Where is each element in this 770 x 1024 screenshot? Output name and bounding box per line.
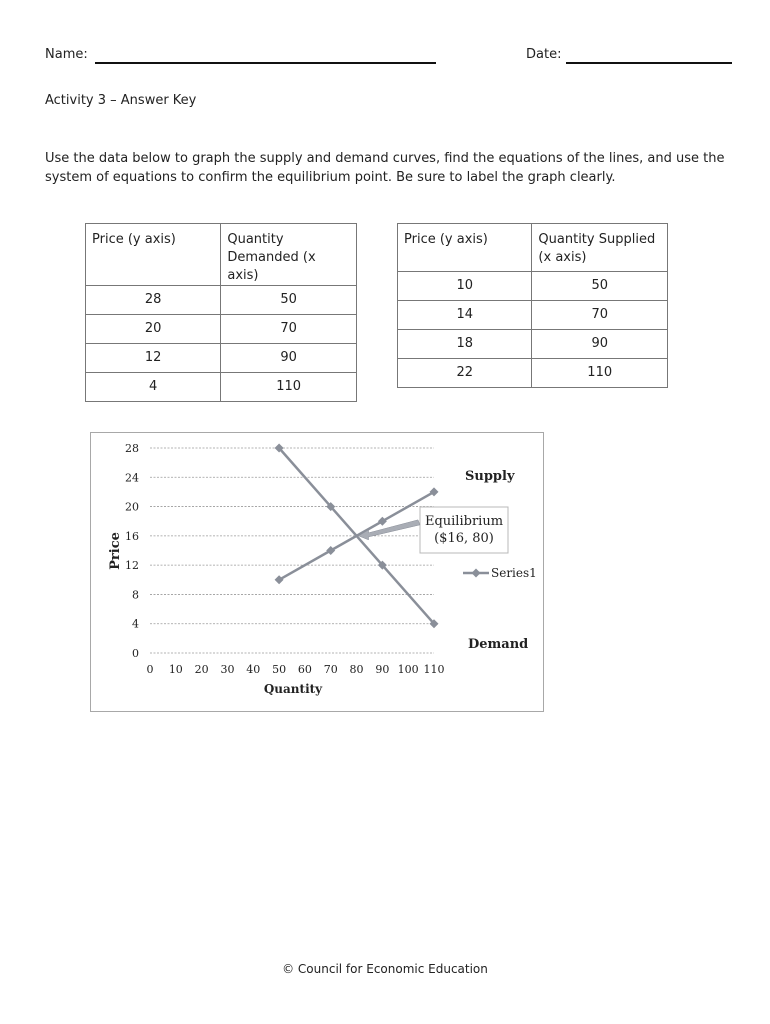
table-row: [398, 330, 668, 359]
header-cell: [532, 224, 668, 272]
header-line: Demanded (x axis): [227, 250, 316, 283]
header-line: (x axis): [538, 250, 587, 265]
table-header-row: [86, 224, 357, 286]
x-tick-label: 10: [168, 663, 183, 676]
table-row: [86, 286, 357, 315]
y-tick-label: 20: [125, 500, 139, 514]
table-cell: 12: [86, 344, 221, 373]
x-tick-label: 40: [246, 663, 261, 676]
supply-demand-chart: [90, 432, 544, 712]
x-tick-label: 30: [220, 663, 235, 676]
header-line: Quantity: [227, 232, 284, 247]
page-title: Activity 3 – Answer Key: [45, 93, 197, 108]
table-row: [86, 373, 357, 402]
x-tick-label: 110: [423, 663, 445, 676]
date-label: Date:: [526, 47, 562, 62]
table-cell: 90: [532, 330, 668, 359]
y-tick-label: 16: [125, 529, 139, 543]
y-tick-label: 24: [125, 471, 139, 485]
header-line: Quantity Supplied: [538, 232, 656, 247]
legend-entry: Series1: [491, 566, 537, 580]
x-tick-label: 20: [194, 663, 209, 676]
date-line[interactable]: [566, 62, 732, 64]
table-cell: 110: [532, 359, 668, 388]
table-row: [86, 315, 357, 344]
equilibrium-callout: [359, 507, 508, 553]
table-header-row: [398, 224, 668, 272]
y-tick-label: 8: [132, 588, 139, 602]
header-line: Price (y axis): [404, 232, 488, 247]
footer: © Council for Economic Education: [282, 962, 488, 976]
table-cell: 22: [398, 359, 532, 388]
y-tick-label: 28: [125, 442, 139, 455]
table-cell: 50: [221, 286, 357, 315]
table-cell: 10: [398, 272, 532, 301]
table-cell: 90: [221, 344, 357, 373]
name-label: Name:: [45, 47, 88, 62]
header-cell: [398, 224, 532, 272]
x-tick-label: 100: [397, 663, 419, 676]
table-row: [398, 301, 668, 330]
callout-line-1: Equilibrium: [424, 514, 504, 529]
header-cell: [86, 224, 221, 286]
supply-table: [397, 223, 668, 388]
x-tick-label: 70: [323, 663, 338, 676]
y-tick-label: 4: [132, 617, 139, 631]
x-tick-label: 60: [297, 663, 312, 676]
x-axis-label: Quantity: [263, 682, 323, 696]
legend-marker: [472, 569, 481, 578]
table-cell: 110: [221, 373, 357, 402]
table-cell: 70: [532, 301, 668, 330]
table-cell: 4: [86, 373, 221, 402]
table-cell: 28: [86, 286, 221, 315]
header-cell: [221, 224, 357, 286]
demand-label: Demand: [468, 637, 529, 652]
instructions-line-2: system of equations to confirm the equilibrium point. Be sure to label the graph clearly.: [45, 170, 616, 185]
x-tick-label: 80: [349, 663, 364, 676]
instructions: [45, 149, 745, 187]
table-row: [86, 344, 357, 373]
y-tick-label: 12: [125, 559, 139, 573]
chart-svg: [91, 433, 543, 711]
callout-line-2: ($16, 80): [434, 531, 494, 546]
grid-layer: [150, 448, 434, 653]
table-cell: 50: [532, 272, 668, 301]
x-tick-label: 50: [272, 663, 287, 676]
demand-table: [85, 223, 357, 402]
name-line[interactable]: [95, 62, 436, 64]
legend: [463, 566, 537, 580]
supply-label: Supply: [465, 469, 515, 484]
x-tick-label: 0: [146, 663, 154, 676]
table-row: [398, 272, 668, 301]
y-axis-label: Price: [108, 532, 123, 570]
table-row: [398, 359, 668, 388]
table-cell: 18: [398, 330, 532, 359]
y-tick-label: 0: [132, 647, 139, 660]
header-line: Price (y axis): [92, 232, 176, 247]
table-cell: 70: [221, 315, 357, 344]
x-tick-label: 90: [375, 663, 390, 676]
instructions-line-1: Use the data below to graph the supply and demand curves, find the equations of the lines, and use the: [45, 151, 725, 166]
table-cell: 14: [398, 301, 532, 330]
table-cell: 20: [86, 315, 221, 344]
